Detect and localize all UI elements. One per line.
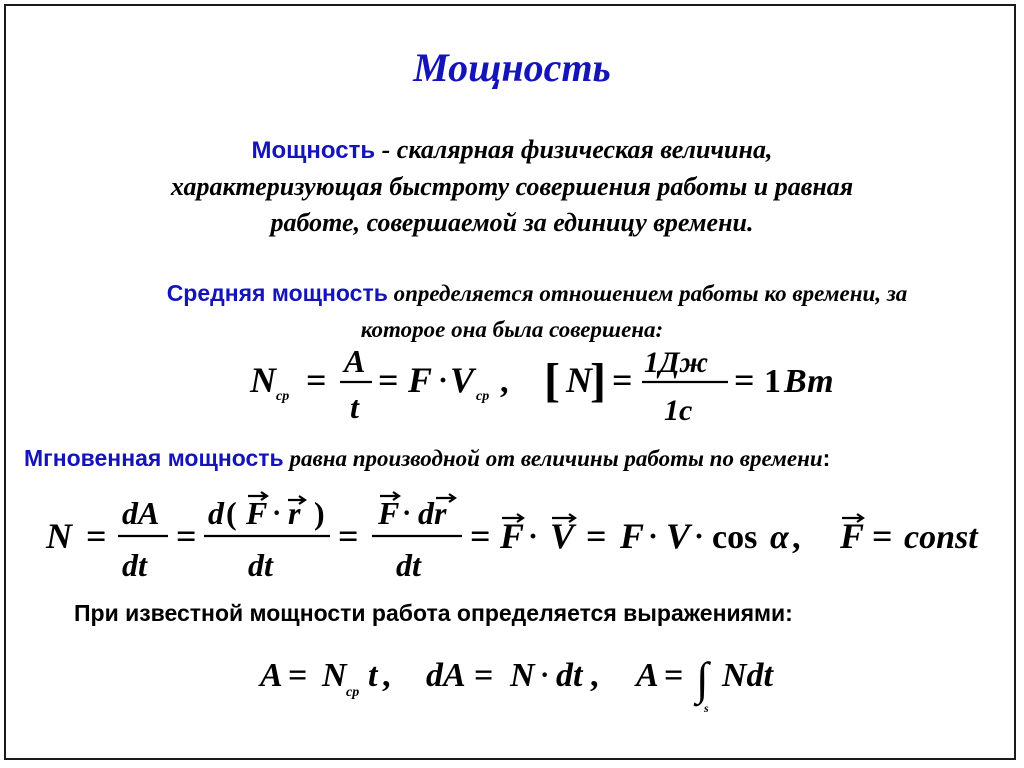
svg-text:dt: dt [248,547,273,583]
svg-text:·: · [540,660,550,691]
svg-text:,: , [590,657,599,694]
average-power-paragraph [0,275,1024,348]
svg-text:r: r [288,495,301,531]
svg-text:F: F [500,516,525,556]
definition-line-2: характеризующая быстроту совершения работы и равная [170,172,854,201]
svg-text:dt: dt [556,657,583,694]
svg-text:const: const [904,519,978,556]
instant-power-paragraph: Мгновенная мощность равна производной от величины работы по времени: [24,445,831,471]
svg-text:=: = [470,516,491,556]
svg-text:ср: ср [346,685,360,700]
svg-text:t: t [368,657,378,694]
svg-text:dt: dt [396,547,421,583]
svg-text:·: · [694,520,705,553]
svg-text:α: α [770,519,789,556]
svg-text:dA: dA [426,657,466,694]
svg-text:]: ] [590,354,606,407]
average-line-2: которое она была совершена: [360,317,664,342]
svg-text:[: [ [544,354,560,407]
average-line-1: Средняя мощность определяется отношением работы ко времени, за [166,280,908,306]
svg-text:A: A [344,343,366,379]
svg-text:F: F [620,516,645,556]
instant-power-term: Мгновенная мощность [24,445,284,471]
definition-line-3: работе, совершаемой за единицу времени. [270,208,754,237]
svg-text:N: N [322,657,347,694]
svg-text:1с: 1с [664,394,693,427]
svg-text:=: = [612,360,633,400]
svg-text:F: F [246,495,268,531]
svg-text:=: = [176,516,197,556]
svg-text:dt: dt [122,547,147,583]
svg-text:=: = [872,516,893,556]
svg-text:=: = [586,516,607,556]
svg-text:N: N [46,516,72,556]
svg-text:F: F [840,516,865,556]
svg-text:1Дж: 1Дж [644,346,709,379]
svg-text:V: V [550,516,575,556]
svg-text:=: = [664,657,684,694]
svg-text:=: = [288,657,308,694]
svg-text:1: 1 [764,363,781,400]
definition-paragraph [0,132,1024,241]
svg-text:(: ( [226,495,237,531]
svg-text:=: = [338,516,359,556]
svg-text:=: = [734,360,755,400]
svg-text:·: · [402,498,412,529]
average-power-term: Средняя мощность [166,280,388,306]
svg-text:s: s [704,701,709,715]
integral-sign: ∫ [696,653,709,704]
svg-text:=: = [474,657,494,694]
svg-text:ср: ср [476,389,490,404]
svg-text:=: = [306,360,327,400]
svg-text:A: A [636,657,659,694]
svg-text:): ) [314,495,325,531]
svg-text:,: , [792,519,801,556]
svg-text:,: , [382,657,391,694]
definition-term: Мощность [251,137,376,164]
instant-power-formula [0,486,1024,586]
svg-text:·: · [438,364,449,397]
svg-text:=: = [378,360,399,400]
svg-text:F: F [378,495,400,531]
slide-title: Мощность [413,45,611,90]
svg-text:·: · [528,520,539,553]
svg-text:Вт: Вт [784,363,834,400]
svg-text:ср: ср [276,389,290,404]
definition-line-1: Мощность - скалярная физическая величина, [251,135,773,164]
svg-text:V: V [666,516,691,556]
svg-text:·: · [272,498,282,529]
svg-text:dA: dA [122,495,160,531]
svg-text:N: N [510,657,535,694]
svg-text:·: · [648,520,659,553]
svg-text:=: = [86,516,107,556]
svg-text:t: t [350,389,359,425]
svg-text:N: N [566,360,592,400]
svg-text:A: A [260,657,283,694]
work-formula [0,640,1024,720]
svg-text:,: , [500,363,509,400]
svg-text:V: V [450,360,475,400]
svg-text:cos: cos [712,519,758,556]
svg-text:F: F [408,360,433,400]
svg-text:d: d [208,495,224,531]
work-paragraph: При известной мощности работа определяется выражениями: [74,600,793,626]
average-power-formula [0,340,1024,430]
svg-text:dr: dr [418,495,447,531]
svg-text:N: N [250,360,276,400]
svg-text:Ndt: Ndt [722,657,773,694]
